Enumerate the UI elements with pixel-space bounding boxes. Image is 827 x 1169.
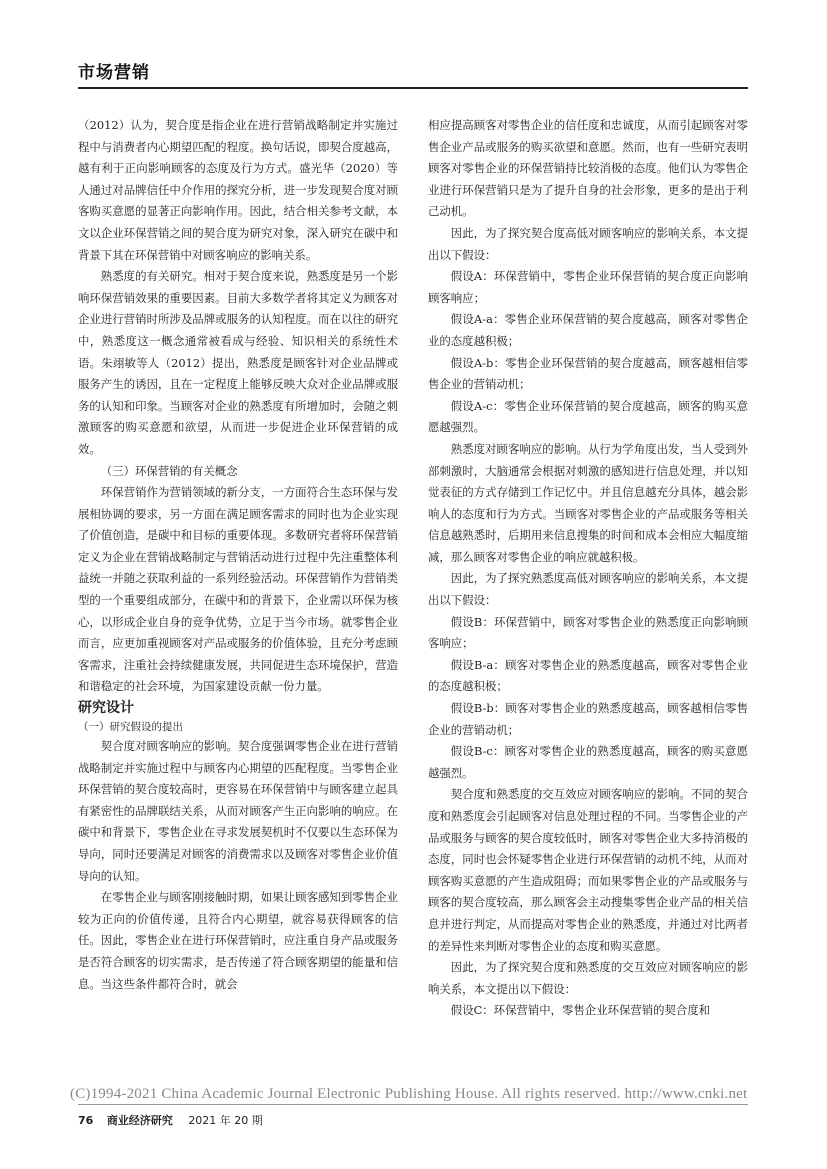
hypothesis: 假设B-b：顾客对零售企业的熟悉度越高，顾客越相信零售企业的营销动机；: [428, 701, 748, 737]
page-footer: [78, 1112, 263, 1128]
paragraph: （2012）认为，契合度是指企业在进行营销战略制定并实施过程中与消费者内心期望匹配的程度。换句话说，即契合度越高，越有利于正向影响顾客的态度及行为方式。盛光华（2020）等人通过对品牌信任中介作用的探究分析，进一步发现契合度对顾客购买意愿的显著正向影响作用。因此，结合相关参考文献，本文以企业环保营销之间的契合度为研究对象，深入研究在碳中和背景下其在环保营销中对顾客响应的影响关系。: [78, 118, 398, 262]
hypothesis: 假设B：环保营销中，顾客对零售企业的熟悉度正向影响顾客响应；: [428, 614, 748, 651]
hypothesis: 假设A-b：零售企业环保营销的契合度越高，顾客越相信零售企业的营销动机；: [428, 355, 748, 392]
paragraph: 因此，为了探究契合度和熟悉度的交互效应对顾客响应的影响关系，本文提出以下假设：: [428, 960, 748, 996]
footer-divider: [78, 1104, 748, 1105]
hypothesis: 假设C：环保营销中，零售企业环保营销的契合度和: [450, 1003, 711, 1018]
right-column: [428, 115, 748, 1022]
issue-label: 2021 年 20 期: [188, 1114, 263, 1127]
hypothesis: 假设A：环保营销中，零售企业环保营销的契合度正向影响顾客响应；: [428, 269, 748, 305]
journal-name: 商业经济研究: [106, 1114, 173, 1127]
section-heading: 研究设计: [78, 700, 134, 717]
paragraph: 相应提高顾客对零售企业的信任度和忠诚度，从而引起顾客对零售企业产品或服务的购买欲望和意愿。然而，也有一些研究表明顾客对零售企业的环保营销持比较消极的态度。他们认为零售企业进行环保营销只是为了提升自身的社会形象，更多的是出于利己动机。: [428, 118, 748, 219]
page-number: 76: [78, 1114, 94, 1127]
header-divider: [78, 87, 748, 89]
paragraph: 熟悉度的有关研究。相对于契合度来说，熟悉度是另一个影响环保营销效果的重要因素。目前大多数学者将其定义为顾客对企业进行营销时所涉及品牌或服务的认知程度。而在以往的研究中，熟悉度这一概念通常被看成与经验、知识相关的系统性术语。朱翊敏等人（2012）提出，熟悉度是顾客针对企业品牌或服务产生的诱因，且在一定程度上能够反映大众对企业品牌或服务的认知和印象。当顾客对企业的熟悉度有所增加时，会随之刺激顾客的购买意愿和欲望，从而进一步促进企业环保营销的成效。: [78, 269, 398, 456]
copyright-watermark: (C)1994-2021 China Academic Journal Electronic Publishing House. All rights reserved. http://www.cnki.net: [70, 1086, 748, 1102]
section-title: 市场营销: [78, 63, 150, 83]
paragraph: 因此，为了探究契合度高低对顾客响应的影响关系，本文提出以下假设：: [428, 225, 748, 262]
paragraph: 因此，为了探究熟悉度高低对顾客响应的影响关系，本文提出以下假设：: [428, 571, 748, 608]
subsection-heading: （三）环保营销的有关概念: [100, 463, 238, 478]
hypothesis: 假设A-a：零售企业环保营销的契合度越高，顾客对零售企业的态度越积极；: [428, 312, 748, 348]
left-column: [78, 115, 398, 995]
hypothesis: 假设A-c：零售企业环保营销的契合度越高，顾客的购买意愿越强烈。: [428, 398, 748, 435]
subsection-heading: （一）研究假设的提出: [78, 721, 183, 734]
paragraph: 契合度对顾客响应的影响。契合度强调零售企业在进行营销战略制定并实施过程中与顾客内心期望的匹配程度。当零售企业环保营销的契合度较高时，更容易在环保营销中与顾客建立起具有紧密性的品牌联结关系，从而对顾客产生正向影响的响应。在碳中和背景下，零售企业在寻求发展契机时不仅要以生态环保为导向，同时还要满足对顾客的消费需求以及顾客对零售企业价值导向的认知。: [78, 739, 398, 883]
hypothesis: 假设B-a：顾客对零售企业的熟悉度越高，顾客对零售企业的态度越积极；: [428, 657, 748, 694]
hypothesis: 假设B-c：顾客对零售企业的熟悉度越高，顾客的购买意愿越强烈。: [428, 744, 748, 780]
paragraph: 在零售企业与顾客刚接触时期，如果让顾客感知到零售企业较为正向的价值传递，且符合内心期望，就容易获得顾客的信任。因此，零售企业在进行环保营销时，应注重自身产品或服务是否符合顾客的切实需求，是否传递了符合顾客期望的能量和信息。当这些条件都符合时，就会: [78, 890, 398, 991]
paragraph: 熟悉度对顾客响应的影响。从行为学角度出发，当人受到外部刺激时，大脑通常会根据对刺激的感知进行信息处理，并以知觉表征的方式存储到工作记忆中。并且信息越充分具体，越会影响人的态度和行为方式。当顾客对零售企业的产品或服务等相关信息越熟悉时，后期用来信息搜集的时间和成本会相应大幅度缩减，那么顾客对零售企业的响应就越积极。: [428, 441, 748, 564]
paragraph: 环保营销作为营销领域的新分支，一方面符合生态环保与发展相协调的要求，另一方面在满足顾客需求的同时也为企业实现了价值创造，是碳中和目标的重要体现。多数研究者将环保营销定义为企业在营销战略制定与营销活动进行过程中先注重整体利益统一并随之获取利益的一系列经验活动。环保营销作为营销类型的一个重要组成部分，在碳中和的背景下，企业需以环保为核心，以形成企业自身的竞争优势，立足于当今市场。就零售企业而言，应更加重视顾客对产品或服务的价值体验，且充分考虑顾客需求，注重社会持续健康发展，共同促进生态环境保护，营造和谐稳定的社会环境，为国家建设贡献一份力量。: [78, 485, 398, 694]
paragraph: 契合度和熟悉度的交互效应对顾客响应的影响。不同的契合度和熟悉度会引起顾客对信息处理过程的不同。当零售企业的产品或服务与顾客的契合度较低时，顾客对零售企业大多持消极的态度，同时也会怀疑零售企业进行环保营销的动机不纯，从而对顾客购买意愿的产生造成阻碍；而如果零售企业的产品或服务与顾客的契合度较高，那么顾客会主动搜集零售企业产品的相关信息并进行判定，从而提高对零售企业的熟悉度，并通过对比两者的差异性来判断对零售企业的态度和购买意愿。: [428, 787, 748, 953]
